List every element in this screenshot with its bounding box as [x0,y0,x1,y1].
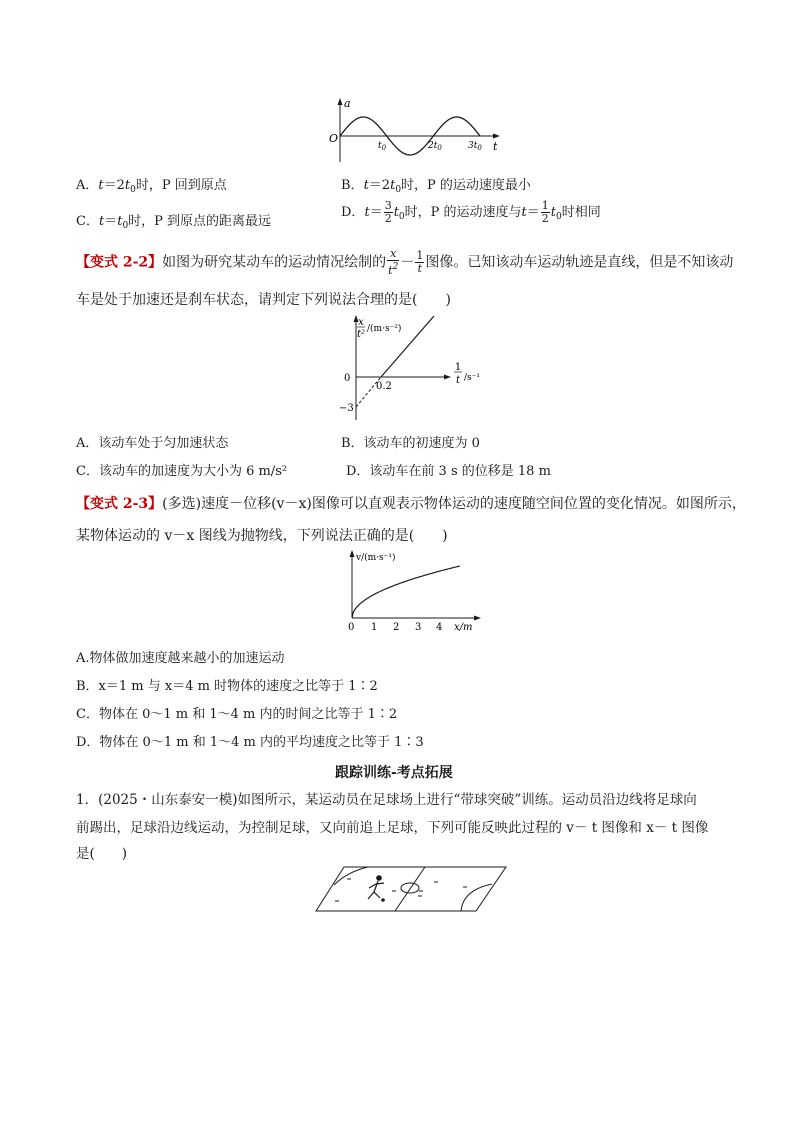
q2-origin-label: 0 [344,373,351,384]
q1-option-c[interactable]: C．$t=t_0$时，P 到原点的距离最远 [76,214,272,231]
svg-text:t: t [455,375,461,386]
q3-x-axis-label: x/m [454,622,473,633]
q2-x-tick: 0.2 [376,381,392,392]
q2-y-tick: −3 [339,403,354,414]
q2-option-d[interactable]: D．该动车在前 3 s 的位移是 18 m [346,464,551,479]
q2-y-axis-label: /(m·s⁻²) [367,324,402,334]
q1-option-b[interactable]: B．$t=2t_0$时，P 的运动速度最小 [341,178,531,195]
q2-graph [330,312,490,422]
q2-stem-line2: 车是处于加速还是刹车状态，请判定下列说法合理的是( ) [76,292,451,308]
q2-option-c[interactable]: C．该动车的加速度为大小为 6 m/s² [76,464,288,479]
q3-tick-3: 3 [415,622,422,633]
q1-option-a[interactable]: A．$t=2t_0$时，P 回到原点 [76,178,227,195]
q3-stem-line1: 【变式 2-3】(多选)速度－位移(v－x)图像可以直观表示物体运动的速度随空间位置的变化情况。如图所示， [76,496,746,512]
q3-option-d[interactable]: D．物体在 0～1 m 和 1～4 m 内的平均速度之比等于 1∶3 [76,735,424,750]
ball [381,898,385,902]
section-title: 跟踪训练-考点拓展 [335,765,453,781]
tick-t0: $t_0$ [378,141,387,152]
player-figure [368,876,384,899]
q3-y-axis-label: v/(m·s⁻¹) [356,553,396,563]
q3-option-b[interactable]: B．x＝1 m 与 x＝4 m 时物体的速度之比等于 1∶2 [76,679,378,694]
q3-option-c[interactable]: C．物体在 0～1 m 和 1～4 m 内的时间之比等于 1∶2 [76,707,398,722]
q2-option-b[interactable]: B．该动车的初速度为 0 [341,436,480,451]
q3-tick-1: 1 [371,622,378,633]
q2-stem-line1: 【变式 2-2】如图为研究某动车的运动情况绘制的 $\frac{x}{t^2}$ － $\frac{1}{t}$ 图像。已知该动车运动轨迹是直线，但是不知该动 [76,247,734,277]
right-penalty-arc [461,884,492,911]
svg-text:x: x [358,317,364,328]
q3-option-a[interactable]: A.物体做加速度越来越小的加速运动 [76,651,285,666]
x-axis-label: t [493,140,498,153]
q3-tag: 【变式 2-3】 [76,496,163,512]
q3-tick-0: 0 [348,622,355,633]
tick-2t0: $2t_0$ [428,141,442,152]
q3-stem-line2: 某物体运动的 v－x 图线为抛物线，下列说法正确的是( ) [76,528,448,544]
q3-tick-2: 2 [393,622,400,633]
y-axis-label: a [344,97,351,110]
football-field-figure [314,864,509,914]
left-penalty-arc [334,867,368,885]
q3-graph [338,548,488,638]
q3-tick-4: 4 [436,622,443,633]
q3-curve [352,566,460,618]
svg-text:t²: t² [356,329,366,340]
q2-x-axis-label: /s⁻¹ [464,373,481,383]
q2-tag: 【变式 2-2】 [76,254,163,271]
origin-label: O [329,132,339,145]
q4-stem-line3: 是( ) [76,846,128,862]
svg-text:1: 1 [454,362,462,373]
q4-stem-line1: 1．(2025・山东泰安一模)如图所示，某运动员在足球场上进行“带球突破”训练。运动员沿边线将足球向 [76,792,697,808]
center-circle [401,883,419,893]
q2-option-a[interactable]: A．该动车处于匀加速状态 [76,436,229,451]
q4-stem-line2: 前踢出，足球沿边线运动，为控制足球，又向前追上足球，下列可能反映此过程的 v－ t 图像和 x－ t 图像 [76,820,709,836]
q1-option-d[interactable]: D．t＝ $\frac{3}{2}$ $t_0$时，P 的运动速度与t＝ $\frac{1}{2}$ $t_0$时相同 [341,199,601,225]
sine-graph [322,96,507,164]
tick-3t0: $3t_0$ [468,141,482,152]
